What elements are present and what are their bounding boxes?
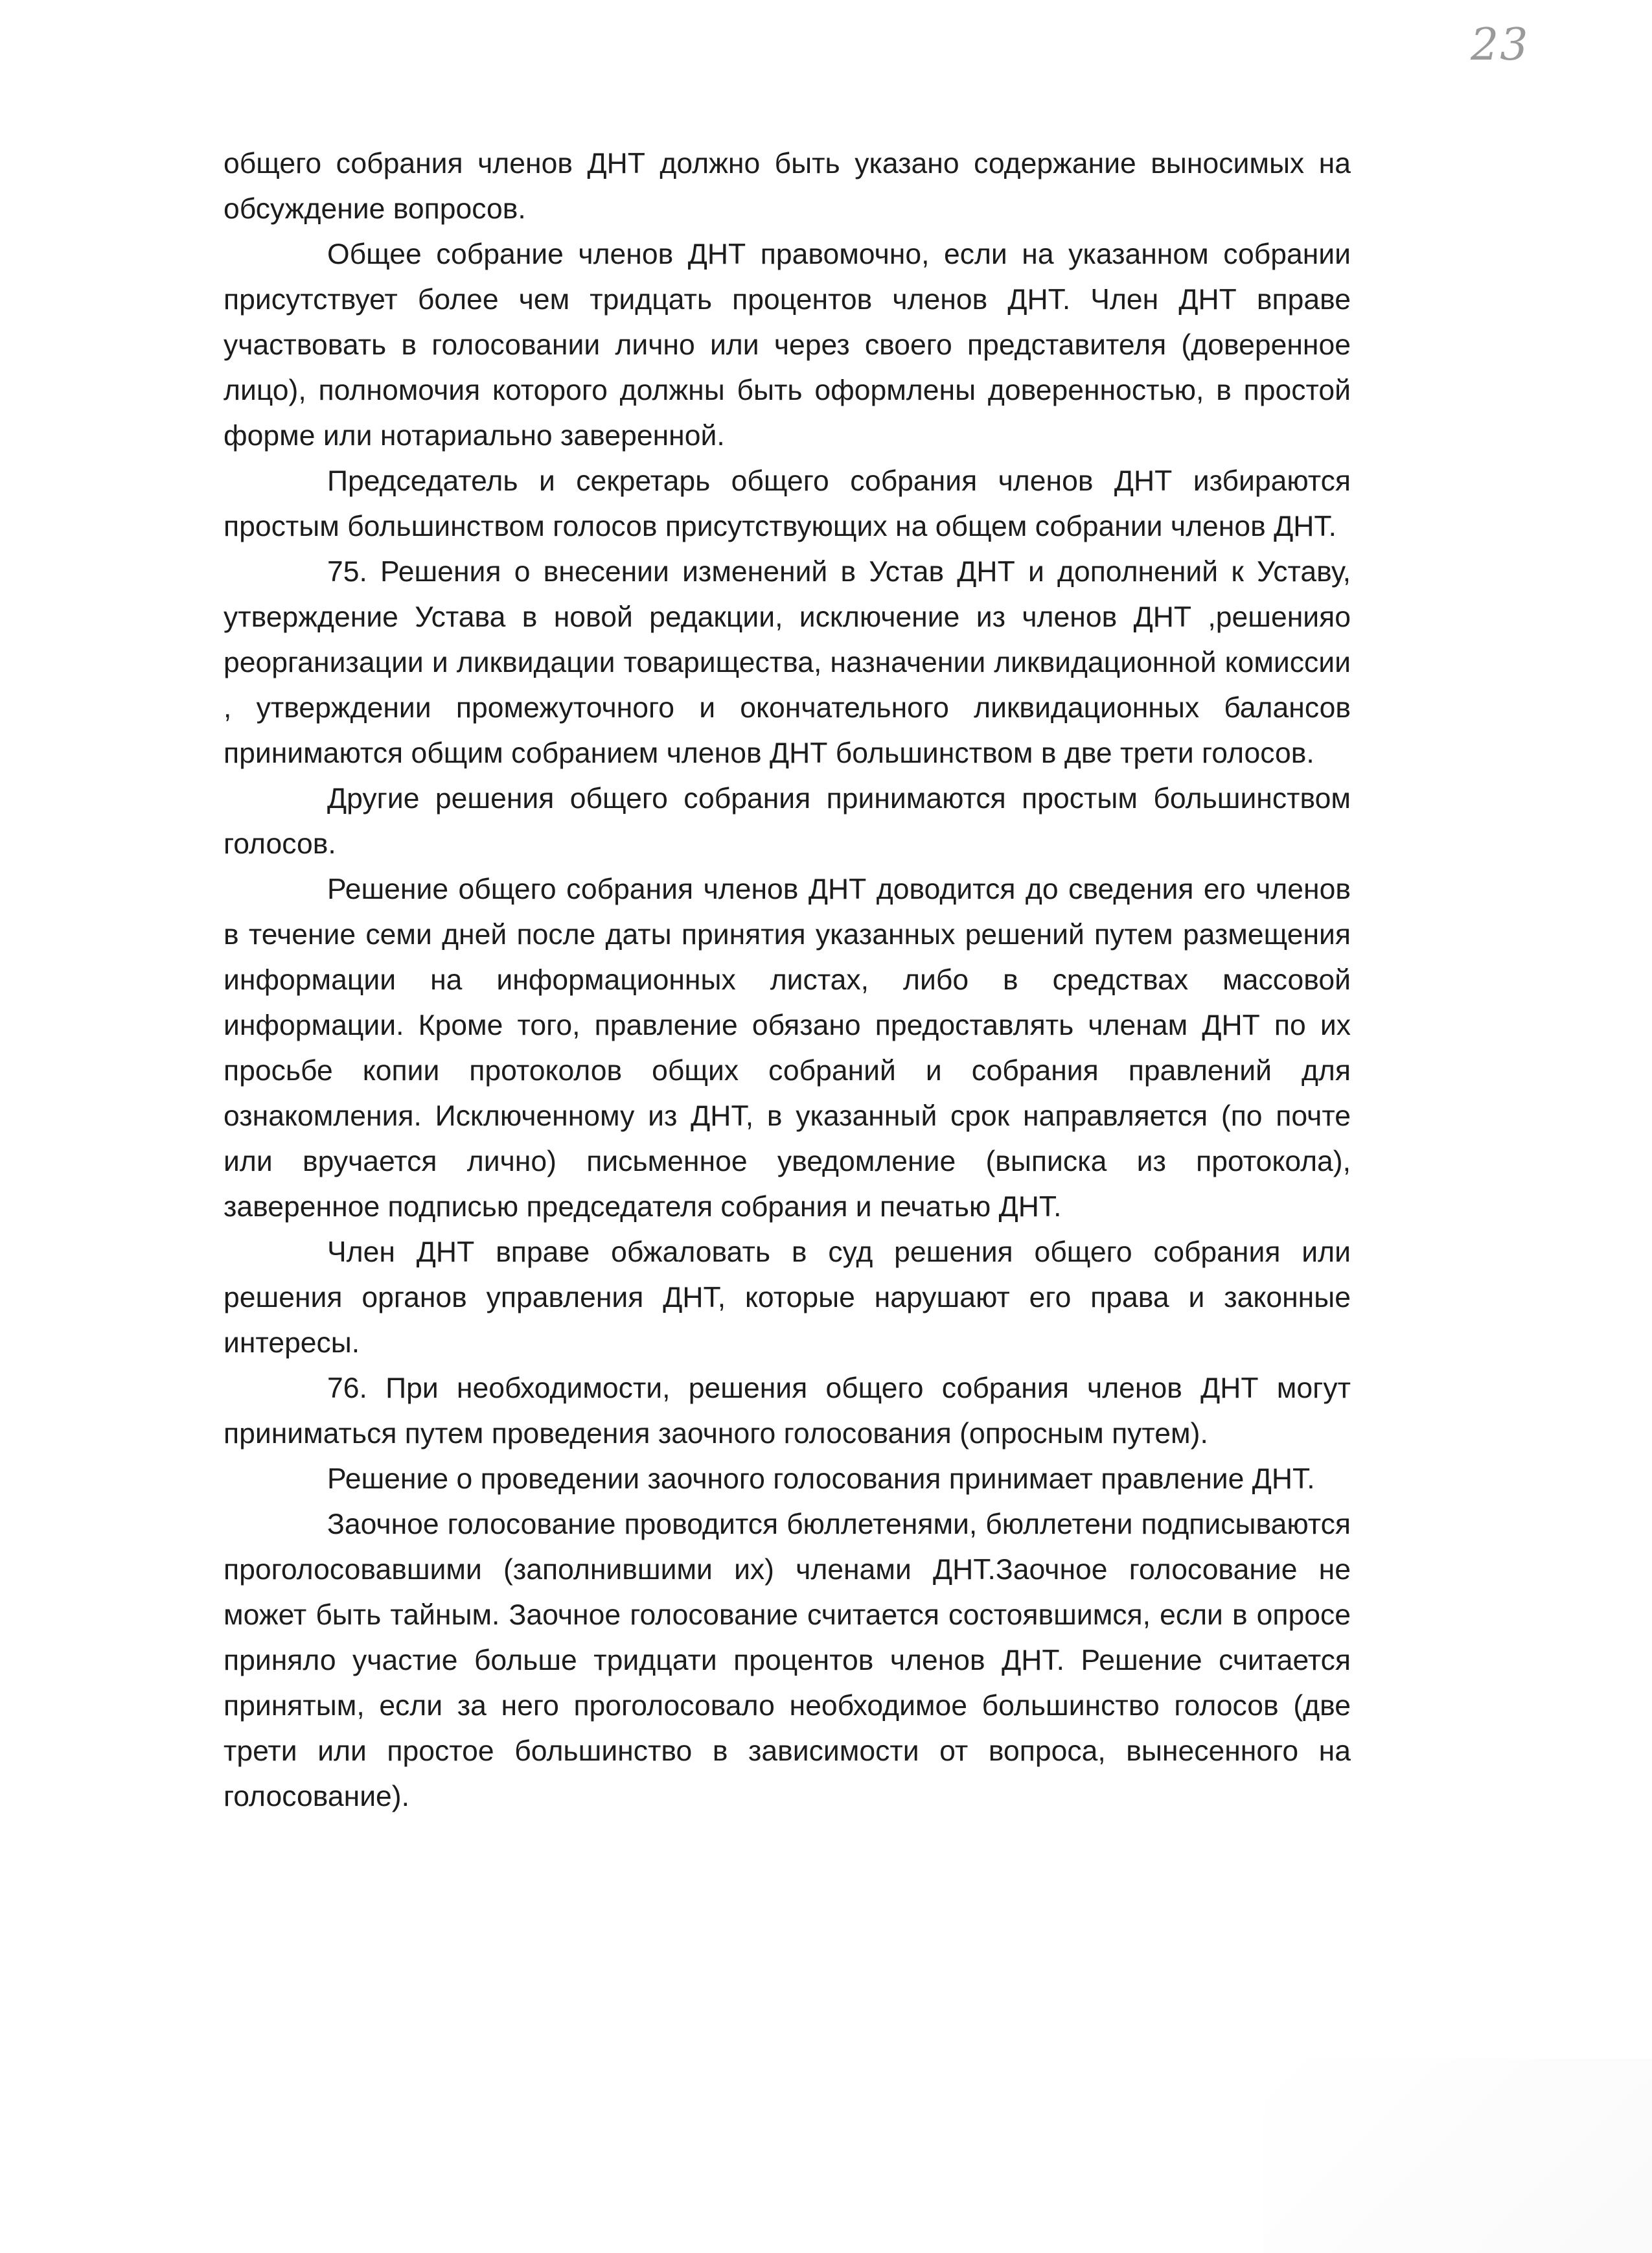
document-body <box>224 141 1351 1820</box>
handwritten-page-number: 23 <box>1471 19 1530 71</box>
scan-shading <box>1263 2059 1652 2253</box>
paragraph-10: Заочное голосование проводится бюллетенями, бюллетени подписываются проголосовавшими (заполнившими их) членами ДНТ.Заочное голосование не может быть тайным. Заочное голосование считается состоявшимся, если в опросе приняло участие больше тридцати процентов членов ДНТ. Решение считается принятым, если за него проголосовало необходимое большинство голосов (две трети или простое большинство в зависимости от вопроса, вынесенного на голосование). <box>224 1508 1351 1812</box>
paragraph-2: Общее собрание членов ДНТ правомочно, если на указанном собрании присутствует более чем тридцать процентов членов ДНТ. Член ДНТ вправе участвовать в голосовании лично или через своего представителя (доверенное лицо), полномочия которого должны быть оформлены доверенностью, в простой форме или нотариально заверенной. <box>224 238 1351 452</box>
paragraph-1: общего собрания членов ДНТ должно быть указано содержание выносимых на обсуждение вопросов. <box>224 148 1351 225</box>
paragraph-7: Член ДНТ вправе обжаловать в суд решения общего собрания или решения органов управления ДНТ, которые нарушают его права и законные интересы. <box>224 1236 1351 1359</box>
paragraph-9: Решение о проведении заочного голосования принимает правление ДНТ. <box>327 1463 1315 1495</box>
paragraph-8-item-76: 76. При необходимости, решения общего собрания членов ДНТ могут приниматься путем проведения заочного голосования (опросным путем). <box>224 1372 1351 1450</box>
paragraph-3: Председатель и секретарь общего собрания членов ДНТ избираются простым большинством голосов присутствующих на общем собрании членов ДНТ. <box>224 465 1351 542</box>
paragraph-4-item-75: 75. Решения о внесении изменений в Устав ДНТ и дополнений к Уставу, утверждение Устава в новой редакции, исключение из членов ДНТ ,решенияо реорганизации и ликвидации товарищества, назначении ликвидационной комиссии , утверждении промежуточного и окончательного ликвидационных балансов принимаются общим собранием членов ДНТ большинством в две трети голосов. <box>224 556 1351 769</box>
paragraph-5: Другие решения общего собрания принимаются простым большинством голосов. <box>224 783 1351 860</box>
paragraph-6: Решение общего собрания членов ДНТ доводится до сведения его членов в течение семи дней после даты принятия указанных решений путем размещения информации на информационных листах, либо в средствах массовой информации. Кроме того, правление обязано предоставлять членам ДНТ по их просьбе копии протоколов общих собраний и собрания правлений для ознакомления. Исключенному из ДНТ, в указанный срок направляется (по почте или вручается лично) письменное уведомление (выписка из протокола), заверенное подписью председателя собрания и печатью ДНТ. <box>224 873 1351 1223</box>
